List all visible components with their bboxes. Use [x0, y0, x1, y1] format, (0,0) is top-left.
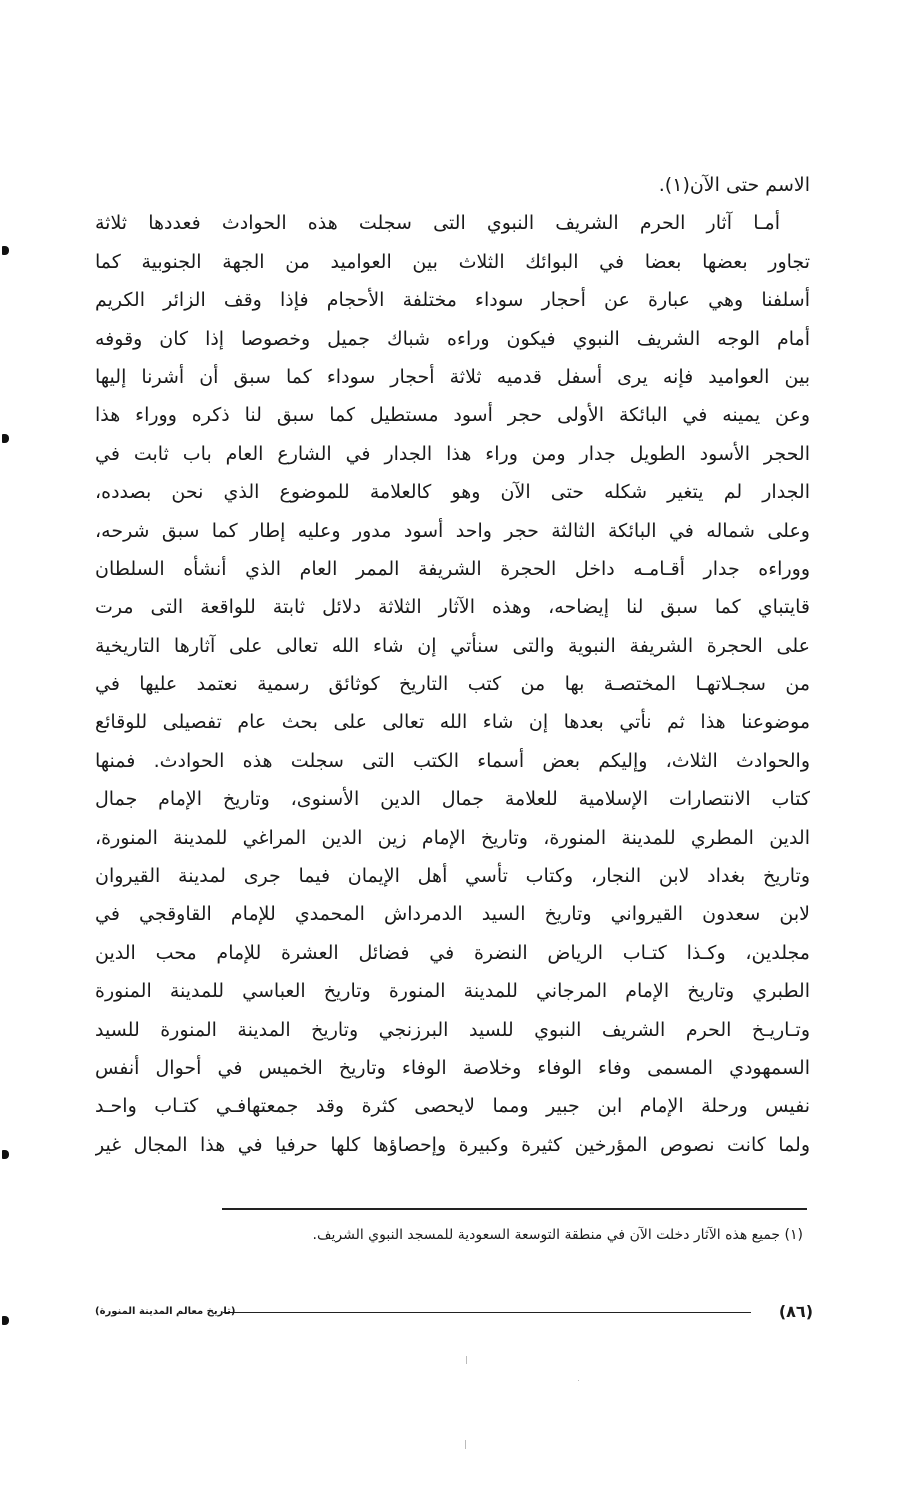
body-line: أمـا آثار الحرم الشريف النبوي التى سجلت هذه الحوادث فعددها ثلاثة	[95, 212, 780, 235]
body-line: الحجر الأسود الطويل جدار ومن وراء هذا الجدار في الشارع العام باب ثابت في	[95, 442, 810, 465]
scan-speck	[465, 1440, 466, 1449]
body-line: وعلى شماله في البائكة الثالثة حجر واحد أسود مدور وعليه إطار كما سبق شرحه،	[95, 519, 810, 542]
scan-edge-mark	[2, 1316, 9, 1325]
body-line: لابن سعدون القيرواني وتاريخ السيد الدمرداش المحمدي للإمام القاوقجي في	[95, 903, 810, 926]
footer-divider	[223, 1312, 751, 1313]
scan-speck	[578, 1380, 579, 1381]
body-line: السمهودي المسمى وفاء الوفاء وخلاصة الوفاء وتاريخ الخميس في أحوال أنفس	[95, 1056, 810, 1079]
scan-speck	[466, 1356, 467, 1364]
body-line: الطبري وتاريخ الإمام المرجاني للمدينة المنورة وتاريخ العباسي للمدينة المنورة	[95, 980, 810, 1003]
page-number: (٨٦)	[778, 1302, 813, 1321]
footnote: (١) جميع هذه الآثار دخلت الآن في منطقة التوسعة السعودية للمسجد النبوي الشريف.	[312, 1227, 803, 1243]
body-line: بين العواميد فإنه يرى أسفل قدميه ثلاثة أحجار سوداء كما سبق أن أشرنا إليها	[95, 365, 810, 388]
body-line: وتـاريـخ الحرم الشريف النبوي للسيد البرزنجي وتاريخ المدينة المنورة للسيد	[95, 1018, 810, 1041]
body-line: والحوادث الثلاث، وإليكم بعض أسماء الكتب التى سجلت هذه الحوادث. فمنها	[95, 749, 810, 772]
body-line: الجدار لم يتغير شكله حتى الآن وهو كالعلامة للموضوع الذي نحن بصدده،	[95, 481, 810, 504]
body-line: على الحجرة الشريفة النبوية والتى سنأتي إن شاء الله تعالى على آثارها التاريخية	[95, 634, 810, 657]
body-line: وتاريخ بغداد لابن النجار، وكتاب تأسي أهل الإيمان فيما جرى لمدينة القيروان	[95, 865, 810, 888]
body-line: موضوعنا هذا ثم نأتي بعدها إن شاء الله تعالى على بحث عام تفصيلى للوقائع	[95, 711, 810, 734]
body-line: مجلدين، وكـذا كتـاب الرياض النضرة في فضائل العشرة للإمام محب الدين	[95, 941, 810, 964]
body-line: كتاب الانتصارات الإسلامية للعلامة جمال الدين الأسنوى، وتاريخ الإمام جمال	[95, 788, 810, 811]
body-line: ولما كانت نصوص المؤرخين كثيرة وكبيرة وإحصاؤها كلها حرفيا في هذا المجال غير	[95, 1133, 810, 1156]
body-line: وعن يمينه في البائكة الأولى حجر أسود مستطيل كما سبق لنا ذكره ووراء هذا	[95, 404, 810, 427]
scan-edge-mark	[2, 246, 9, 255]
running-book-title: (تاريخ معالم المدينة المنورة)	[95, 1306, 236, 1317]
body-line: أسلفنا وهي عبارة عن أحجار سوداء مختلفة الأحجام فإذا وقف الزائر الكريم	[95, 289, 810, 312]
body-line: نفيس ورحلة الإمام ابن جبير ومما لايحصى كثرة وقد جمعتهافـي كتـاب واحـد	[95, 1095, 810, 1118]
body-text	[95, 166, 810, 1164]
body-line: أمام الوجه الشريف النبوي فيكون وراءه شباك جميل وخصوصا إذا كان وقوفه	[95, 327, 810, 350]
body-line: الاسم حتى الآن(١).	[658, 174, 810, 196]
body-line: تجاور بعضها بعضا في البوائك الثلاث بين العواميد من الجهة الجنوبية كما	[95, 250, 810, 273]
body-line: قايتباي كما سبق لنا إيضاحه، وهذه الآثار الثلاثة دلائل ثابتة للواقعة التى مرت	[95, 596, 810, 619]
body-line: الدين المطري للمدينة المنورة، وتاريخ الإمام زين الدين المراغي للمدينة المنورة،	[95, 826, 810, 849]
scan-edge-mark	[2, 434, 9, 443]
page-footer	[95, 1300, 813, 1324]
footnote-divider	[222, 1208, 807, 1210]
body-line: ووراءه جدار أقـامـه داخل الحجرة الشريفة الممر العام الذي أنشأه السلطان	[95, 557, 810, 580]
scan-edge-mark	[2, 1150, 9, 1159]
body-line: من سجـلاتهـا المختصـة بها من كتب التاريخ كوثائق رسمية نعتمد عليها في	[95, 673, 810, 696]
